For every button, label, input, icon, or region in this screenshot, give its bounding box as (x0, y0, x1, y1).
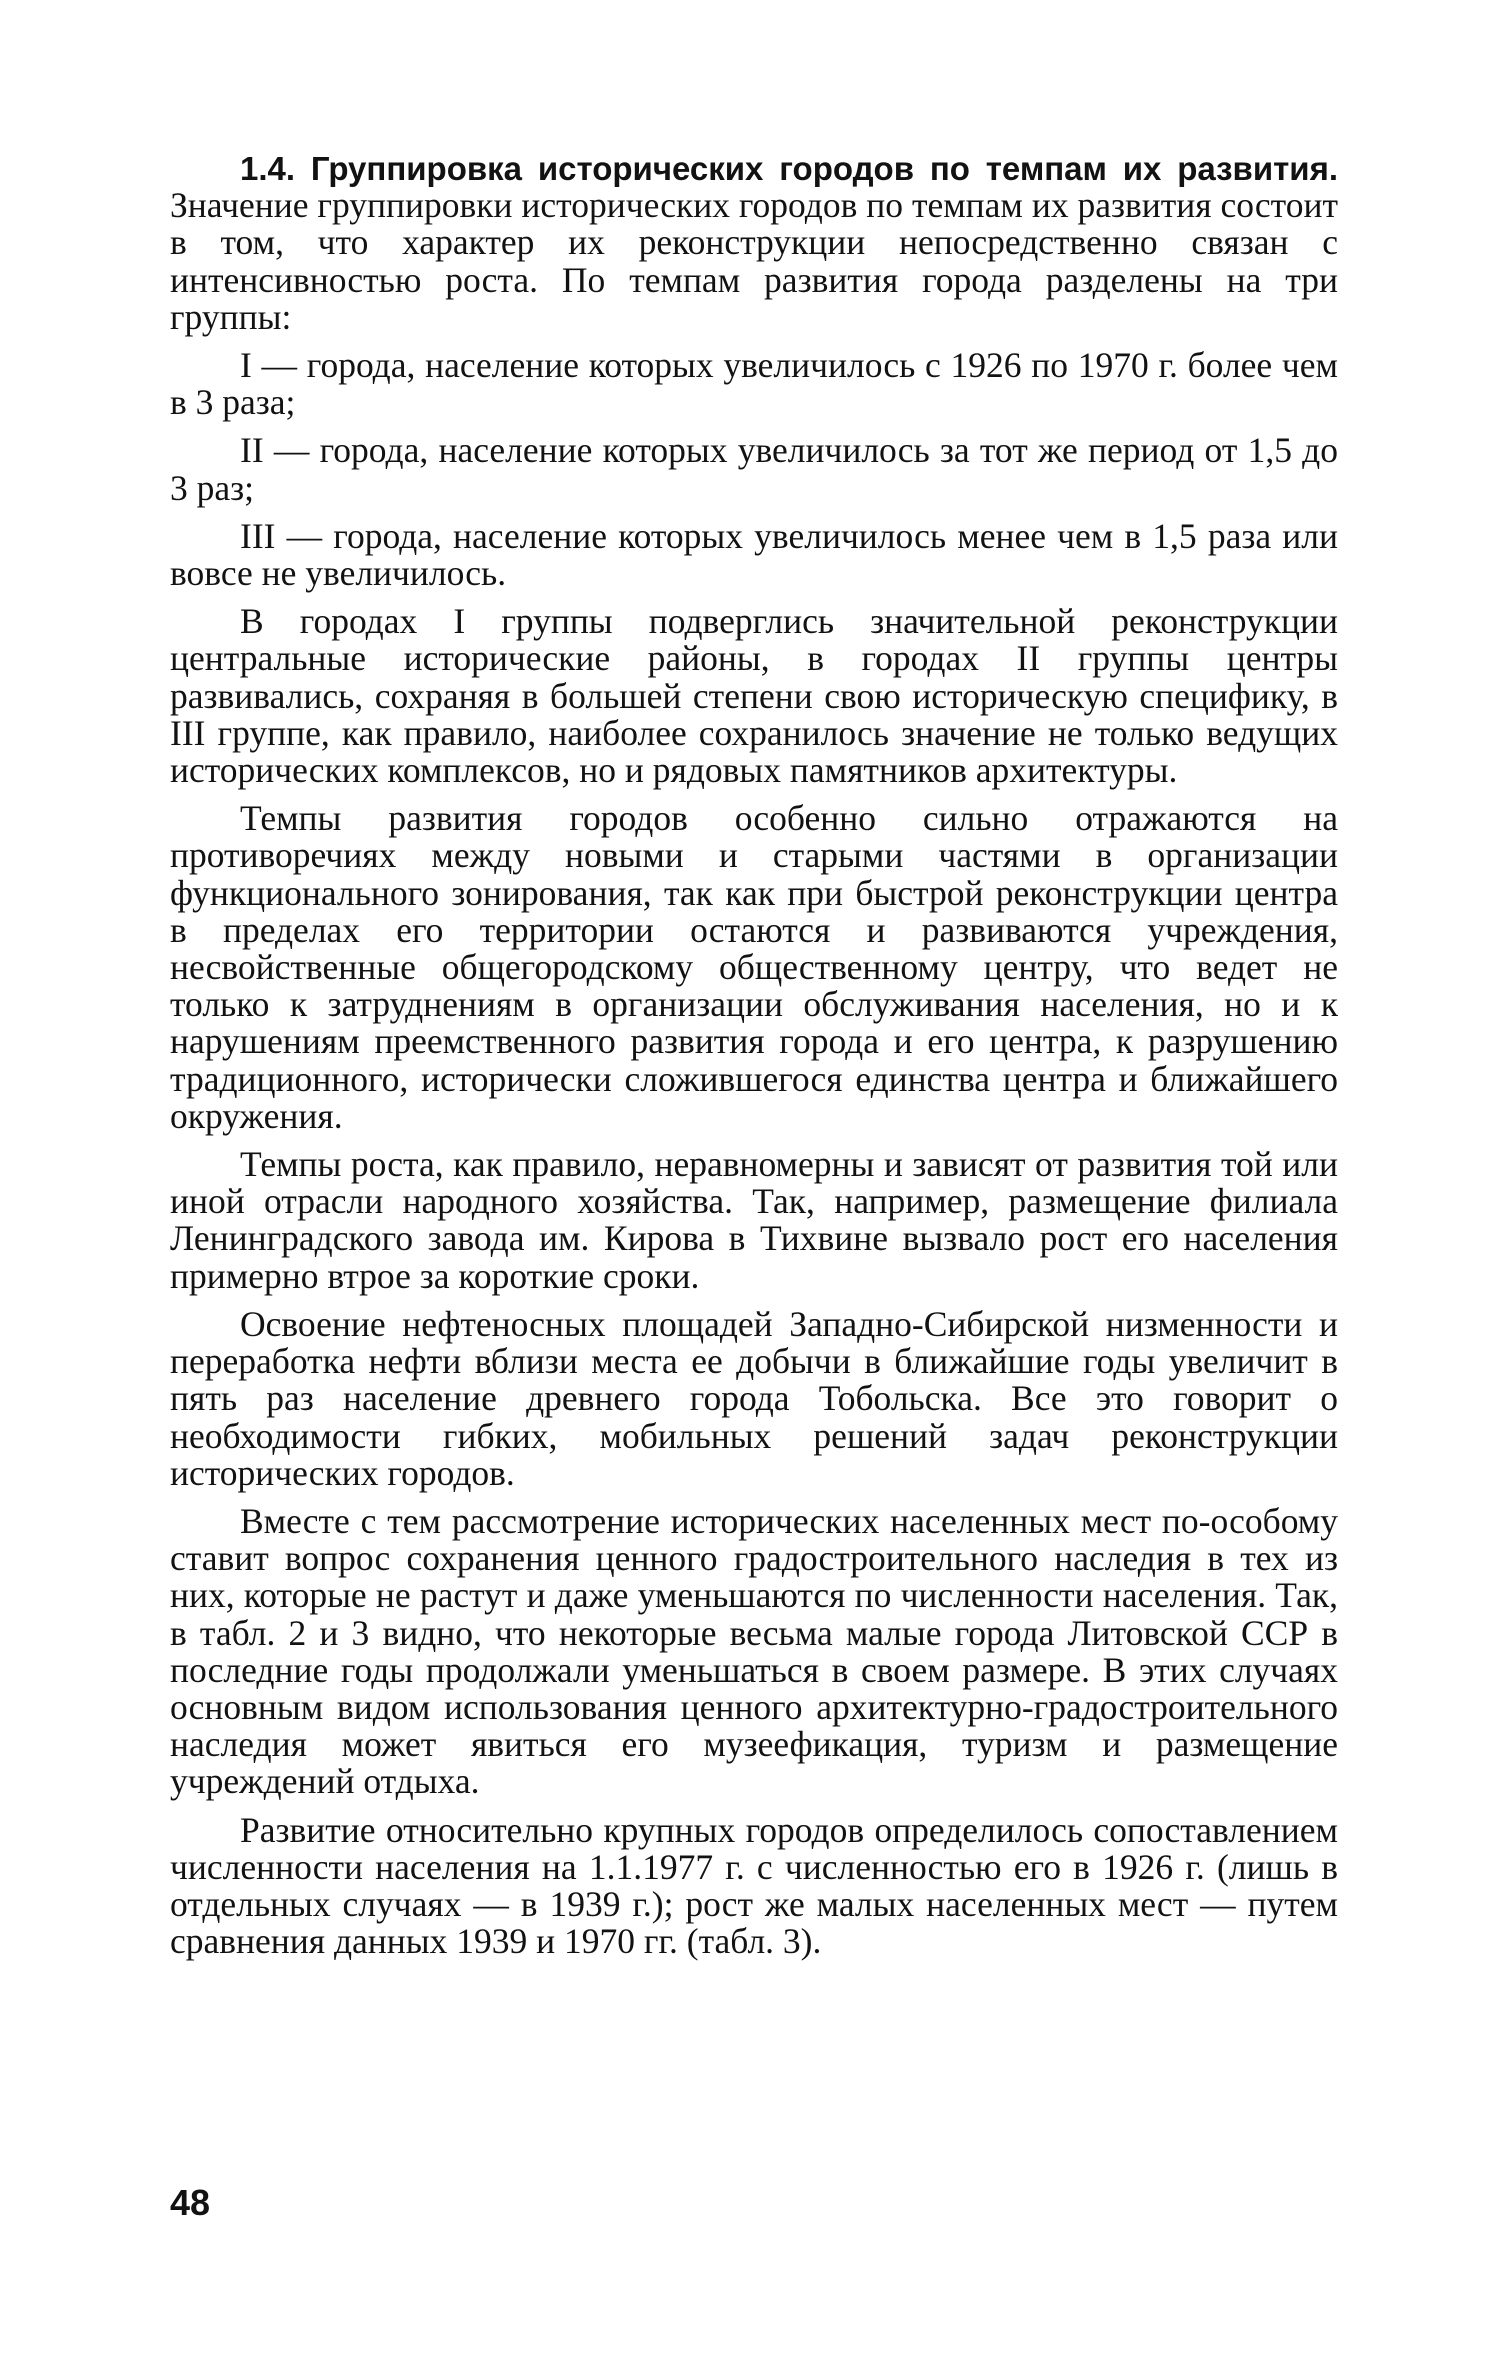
book-page (170, 150, 1338, 2200)
body-paragraph: Освоение нефтеносных площадей Западно-Сибирской низменности и переработка нефти вблизи места ее добычи в ближайшие годы увеличит в пять раз население древнего города Тобольска. Все это говорит о необходимости гибких, мобильных решений задач реконструкции исторических городов. (170, 1303, 1338, 1493)
body-paragraph: Развитие относительно крупных городов определилось сопоставлением численности населения на 1.1.1977 г. с численностью его в 1926 г. (лишь в отдельных случаях — в 1939 г.); рост же малых населенных мест — путем сравнения данных 1939 и 1970 гг. (табл. 3). (170, 1809, 1338, 1962)
body-paragraph: Темпы развития городов особенно сильно отражаются на противоречиях между новыми и старыми частями в организации функционального зонирования, так как при быстрой реконструкции центра в пределах его территории остаются и развиваются учреждения, несвойственные общегородскому общественному центру, что ведет не только к затруднениям в организации обслуживания населения, но и к нарушениям преемственного развития города и его центра, к разрушению традиционного, исторически сложившегося единства центра и ближайшего окружения. (170, 798, 1338, 1136)
group-3-paragraph: III — города, население которых увеличилось менее чем в 1,5 раза или вовсе не увеличилось. (170, 515, 1338, 594)
section-intro-text: Значение группировки исторических городов по темпам их развития состоит в том, что характер их реконструкции непосредственно связан с интенсивностью роста. По темпам развития города разделены на три группы: (170, 185, 1338, 337)
group-1-paragraph: I — города, население которых увеличилось с 1926 по 1970 г. более чем в 3 раза; (170, 345, 1338, 423)
section-heading: 1.4. Группировка исторических городов по темпам их развития. (240, 150, 1338, 187)
body-paragraph: Вместе с тем рассмотрение исторических населенных мест по-особому ставит вопрос сохранения ценного градостроительного наследия в тех из них, которые не растут и даже уменьшаются по численности населения. Так, в табл. 2 и 3 видно, что некоторые весьма малые города Литовской ССР в последние годы продолжали уменьшаться в своем размере. В этих случаях основным видом использования ценного архитектурно-градостроительного наследия может явиться его музеефикация, туризм и размещение учреждений отдыха. (170, 1500, 1338, 1802)
body-paragraph: Темпы роста, как правило, неравномерны и зависят от развития той или иной отрасли народного хозяйства. Так, например, размещение филиала Ленинградского завода им. Кирова в Тихвине вызвало рост его населения примерно втрое за короткие сроки. (170, 1144, 1338, 1296)
section-intro-paragraph (170, 150, 1338, 336)
body-paragraph: В городах I группы подверглись значительной реконструкции центральные исторические районы, в городах II группы центры развивались, сохраняя в большей степени свою историческую специфику, в III группе, как правило, наиболее сохранилось значение не только ведущих исторических комплексов, но и рядовых памятников архитектуры. (170, 601, 1338, 791)
page-number: 48 (170, 2182, 211, 2223)
group-2-paragraph: II — города, население которых увеличилось за тот же период от 1,5 до 3 раз; (170, 430, 1338, 508)
